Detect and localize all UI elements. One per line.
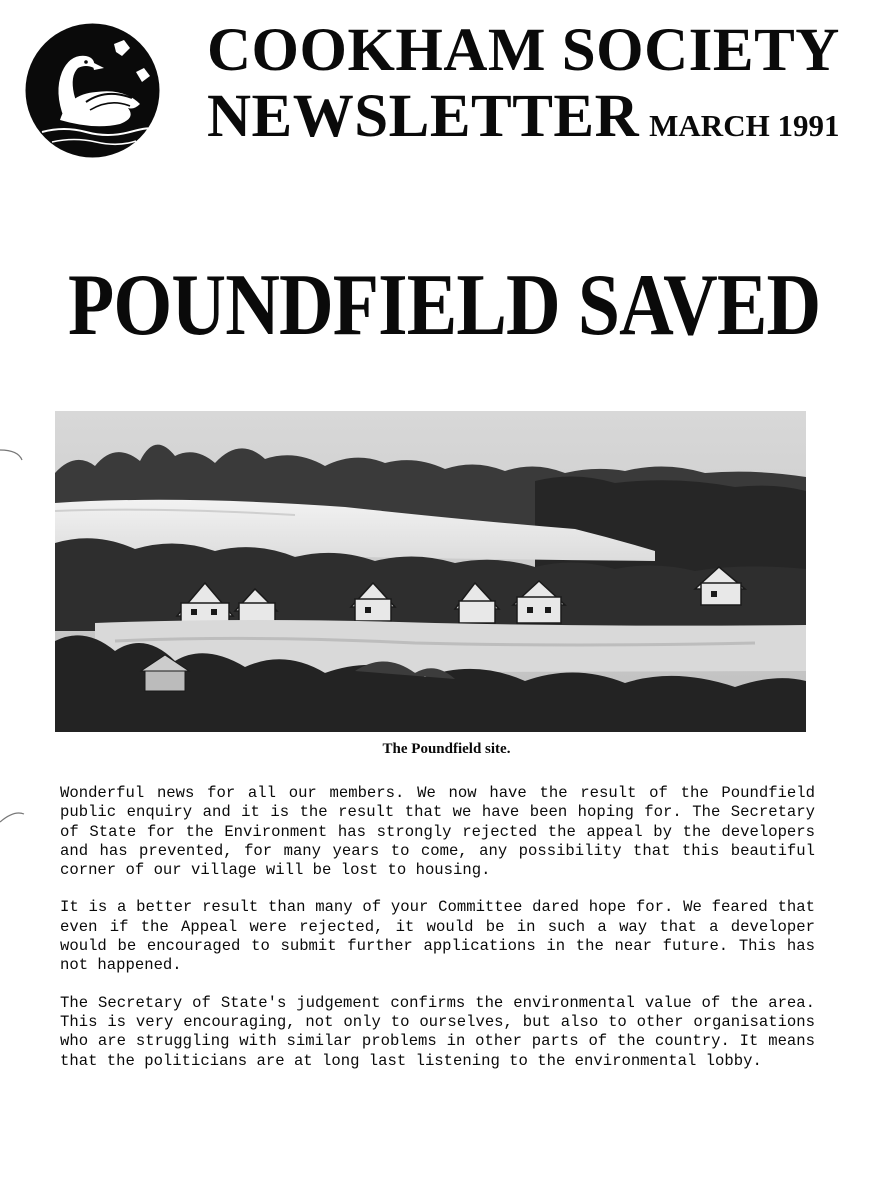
masthead-society-name: COOKHAM SOCIETY [207,17,840,84]
headline: POUNDFIELD SAVED [68,257,821,354]
article-paragraph-3: The Secretary of State's judgement confirms the environmental value of the area. This is very encouraging, not only to ourselves, but also to other organisations who are struggling with similar problems in other parts of the country. It means that the politicians are at long last listening to the environmental lobby. [60,993,815,1070]
photo-caption: The Poundfield site. [382,741,511,757]
poundfield-photo [55,411,806,732]
punch-hole-mark [0,808,26,834]
swan-icon [24,22,161,159]
society-logo [24,22,161,159]
article-paragraph-2: It is a better result than many of your Committee dared hope for. We feared that even if the Appeal were rejected, it would be in such a way that a developer would be encouraged to submit further applications in the near future. This has not happened. [60,898,815,975]
article-body [60,784,815,1089]
punch-hole-mark [0,446,26,472]
masthead-title-line-2 [207,83,840,150]
masthead-newsletter: NEWSLETTER [207,83,640,150]
landscape-image [55,411,806,732]
masthead-title-line-1 [207,17,840,84]
article-paragraph-1: Wonderful news for all our members. We now have the result of the Poundfield public enquiry and it is the result that we have been hoping for. The Secretary of State for the Environment has strongly rejected the appeal by the developers and has prevented, for many years to come, any possibility that this beautiful corner of our village will be lost to housing. [60,784,815,880]
issue-date: MARCH 1991 [649,108,840,143]
